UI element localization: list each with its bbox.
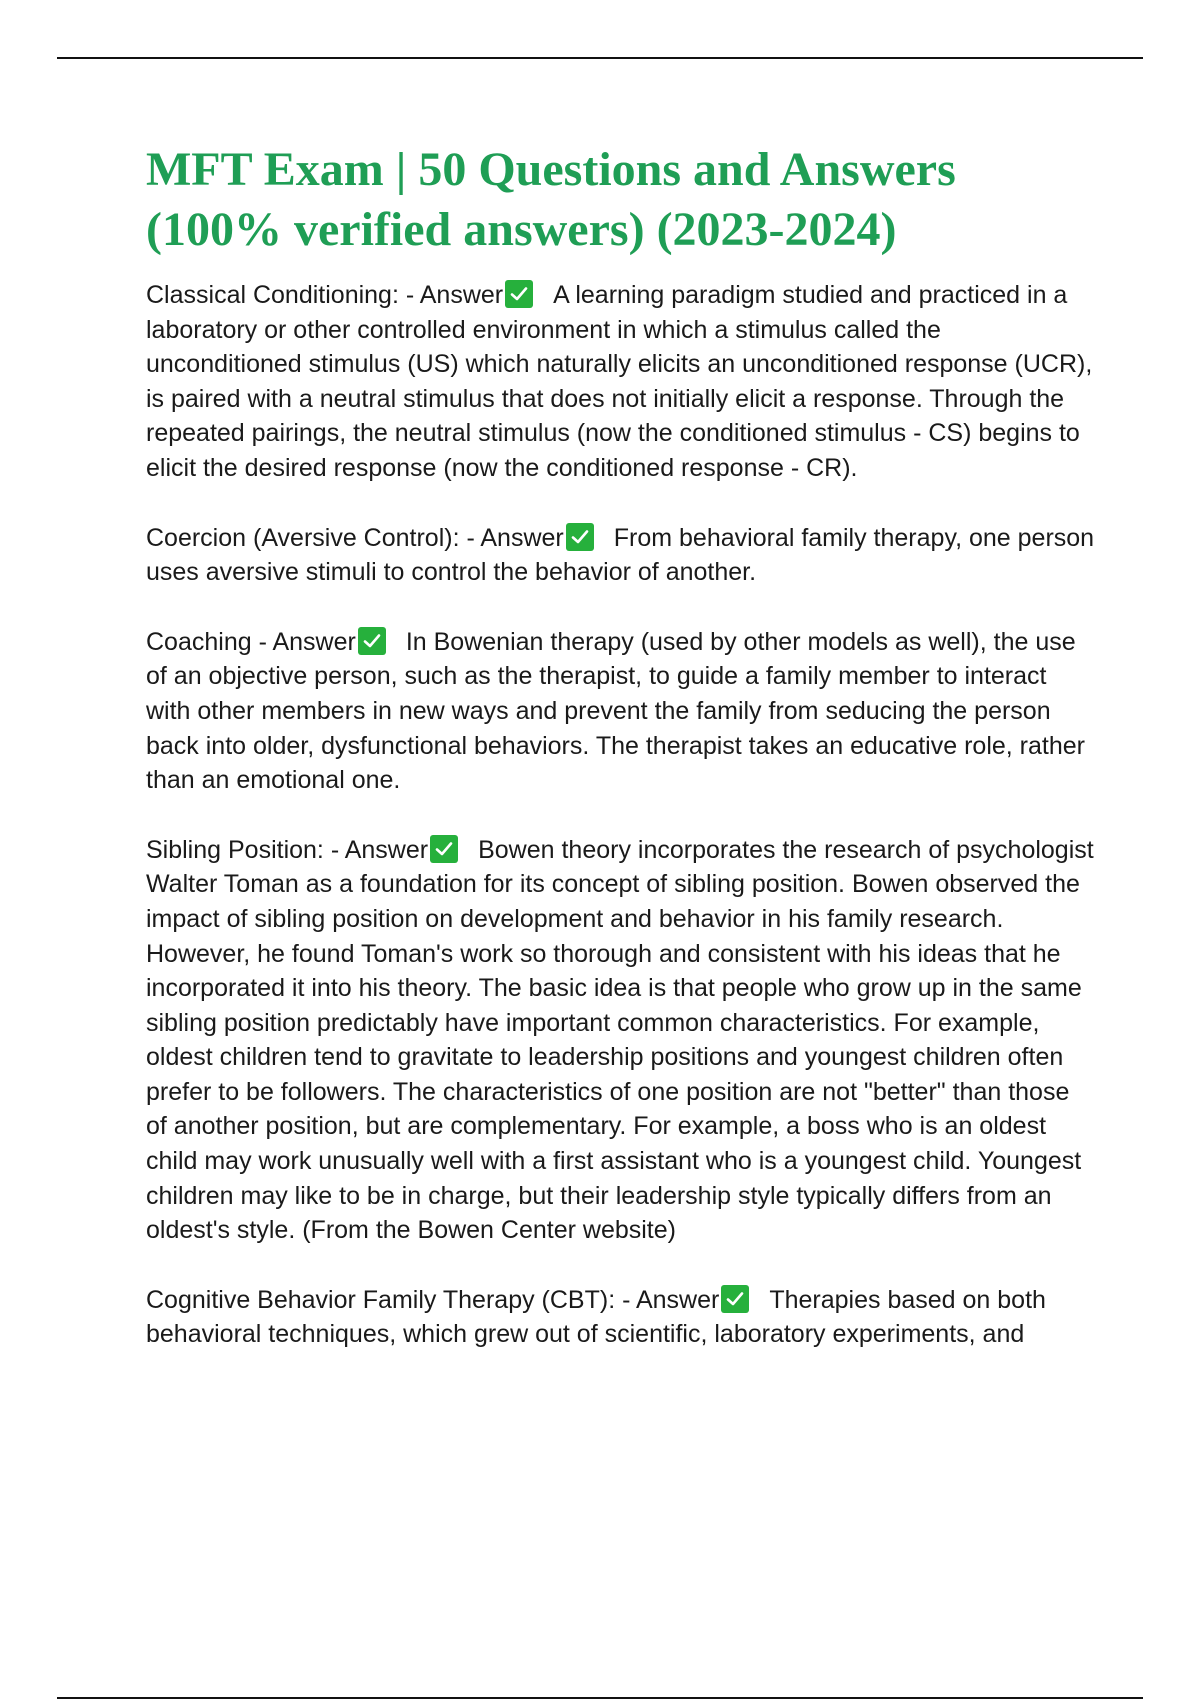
check-mark-icon <box>505 280 533 308</box>
document-title: MFT Exam | 50 Questions and Answers (100% verified answers) (2023-2024) <box>146 143 956 256</box>
entry-term: Coaching - Answer <box>146 627 356 656</box>
entry-term: Sibling Position: - Answer <box>146 835 429 864</box>
check-mark-icon <box>721 1285 749 1313</box>
entry-term: Classical Conditioning: - Answer <box>146 281 504 309</box>
qa-entry <box>146 833 1096 1248</box>
check-mark-icon <box>430 835 458 863</box>
check-mark-icon <box>566 523 594 551</box>
entry-answer: In Bowenian therapy (used by other models as well), the use of an objective person, such as the therapist, to guide a family member to interact with other members in new ways and prevent the family from seducing the person back into older, dysfunctional behaviors. The therapist takes an educative role, rather than an emotional one. <box>146 627 1085 795</box>
check-mark-icon <box>358 627 386 655</box>
entry-answer: Bowen theory incorporates the research of psychologist Walter Toman as a foundation for its concept of sibling position. Bowen observed the impact of sibling position on development and behavior in his family research. However, he found Toman's work so thorough and consistent with his ideas that he incorporated it into his theory. The basic idea is that people who grow up in the same sibling position predictably have important common characteristics. For example, oldest children tend to gravitate to leadership positions and youngest children often prefer to be followers. The characteristics of one position are not "better" than those of another position, but are complementary. For example, a boss who is an oldest child may work unusually well with a first assistant who is a youngest child. Youngest children may like to be in charge, but their leadership style typically differs from an oldest's style. (From the Bowen Center website) <box>146 835 1094 1245</box>
qa-entry <box>146 278 1096 486</box>
entry-answer: Therapies based on both behavioral techniques, which grew out of scientific, laboratory experiments, and <box>146 1285 1046 1349</box>
entry-term: Cognitive Behavior Family Therapy (CBT): - Answer <box>146 1285 720 1314</box>
entry-answer: A learning paradigm studied and practiced in a laboratory or other controlled environment in which a stimulus called the unconditioned stimulus (US) which naturally elicits an unconditioned response (UCR), is paired with a neutral stimulus that does not initially elicit a response. Through the repeated pairings, the neutral stimulus (now the conditioned stimulus - CS) begins to elicit the desired response (now the conditioned response - CR). <box>146 281 1093 482</box>
qa-entry <box>146 625 1096 798</box>
qa-entry <box>146 521 1096 590</box>
qa-entry <box>146 1283 1096 1352</box>
entry-answer: From behavioral family therapy, one person uses aversive stimuli to control the behavior of another. <box>146 523 1095 587</box>
entry-term: Coercion (Aversive Control): - Answer <box>146 523 564 552</box>
document-body <box>146 140 1096 1387</box>
top-rule <box>57 57 1143 59</box>
bottom-rule <box>57 1697 1143 1699</box>
